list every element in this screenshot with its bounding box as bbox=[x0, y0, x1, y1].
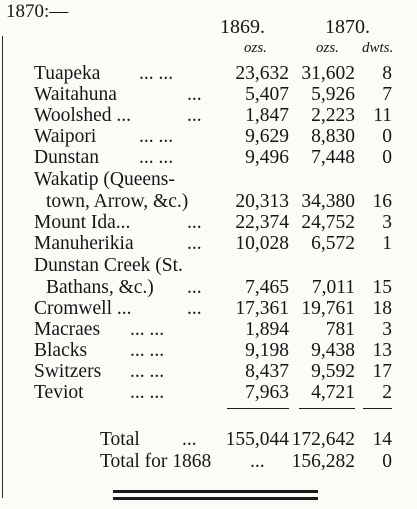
row-label: Cromwell ... bbox=[34, 298, 132, 319]
value-1870: 781 bbox=[325, 319, 355, 340]
year-1870-header: 1870. bbox=[325, 16, 370, 38]
value-1870: 7,448 bbox=[311, 147, 355, 168]
value-1870: 34,380 bbox=[301, 191, 355, 212]
value-1869: 23,632 bbox=[235, 63, 289, 84]
value-1870: 2,223 bbox=[311, 105, 355, 126]
sum-rule-1869 bbox=[227, 408, 289, 409]
row-leader: ... bbox=[187, 212, 202, 233]
total-1868-leader: ... bbox=[250, 451, 265, 472]
value-1870: 24,752 bbox=[301, 212, 355, 233]
row-label-continued: Bathans, &c.) bbox=[46, 277, 154, 298]
row-leader: ... ... bbox=[139, 147, 174, 168]
value-1869: 5,407 bbox=[245, 84, 289, 105]
row-leader: ... ... bbox=[130, 319, 165, 340]
value-1869: 1,894 bbox=[245, 319, 289, 340]
unit-ozs-1870: ozs. bbox=[316, 40, 339, 56]
unit-dwts: dwts. bbox=[362, 40, 394, 56]
value-dwts: 8 bbox=[382, 63, 392, 84]
value-dwts: 0 bbox=[382, 126, 392, 147]
row-leader: ... bbox=[187, 298, 202, 319]
row-leader: ... bbox=[187, 84, 202, 105]
value-1870: 4,721 bbox=[311, 382, 355, 403]
row-leader: ... ... bbox=[139, 63, 174, 84]
value-1870: 8,830 bbox=[311, 126, 355, 147]
row-label: Woolshed ... bbox=[34, 105, 132, 126]
value-dwts: 2 bbox=[382, 382, 392, 403]
total-leader: ... bbox=[182, 429, 197, 450]
intro-text: 1870:— bbox=[6, 1, 69, 22]
value-dwts: 3 bbox=[382, 212, 392, 233]
row-label: Waitahuna bbox=[34, 84, 117, 105]
value-dwts: 17 bbox=[372, 361, 392, 382]
row-leader: ... ... bbox=[130, 382, 165, 403]
value-1869: 9,198 bbox=[245, 340, 289, 361]
year-1869-header: 1869. bbox=[220, 16, 265, 38]
value-dwts: 7 bbox=[382, 84, 392, 105]
total-1868-label: Total for 1868 bbox=[100, 451, 212, 472]
row-label: Wakatip (Queens- bbox=[34, 169, 175, 190]
total-dwts: 14 bbox=[372, 429, 392, 450]
value-dwts: 1 bbox=[382, 233, 392, 254]
closing-rule-bottom bbox=[113, 497, 318, 500]
value-1870: 19,761 bbox=[301, 298, 355, 319]
value-1869: 9,629 bbox=[245, 126, 289, 147]
total-1869: 155,044 bbox=[225, 429, 289, 450]
row-label: Dunstan Creek (St. bbox=[34, 255, 183, 276]
value-1870: 5,926 bbox=[311, 84, 355, 105]
row-leader: ... ... bbox=[130, 340, 165, 361]
row-label: Macraes bbox=[34, 319, 101, 340]
value-1869: 20,313 bbox=[235, 191, 289, 212]
value-dwts: 13 bbox=[372, 340, 392, 361]
value-1870: 31,602 bbox=[301, 63, 355, 84]
row-leader: ... bbox=[187, 233, 202, 254]
value-dwts: 16 bbox=[372, 191, 392, 212]
total-1868-dwts: 0 bbox=[382, 451, 392, 472]
sum-rule-dwts bbox=[363, 408, 392, 409]
row-label: Tuapeka bbox=[34, 63, 101, 84]
value-1869: 1,847 bbox=[245, 105, 289, 126]
sum-rule-1870 bbox=[299, 408, 355, 409]
row-label: Switzers bbox=[34, 361, 102, 382]
value-1870: 9,438 bbox=[311, 340, 355, 361]
value-dwts: 0 bbox=[382, 147, 392, 168]
value-1869: 17,361 bbox=[235, 298, 289, 319]
value-dwts: 15 bbox=[372, 277, 392, 298]
row-leader: ... bbox=[187, 105, 202, 126]
total-1870: 172,642 bbox=[291, 429, 355, 450]
row-label: Dunstan bbox=[34, 147, 99, 168]
closing-rule-top bbox=[113, 490, 318, 493]
unit-ozs-1869: ozs. bbox=[244, 40, 267, 56]
value-1869: 22,374 bbox=[235, 212, 289, 233]
value-dwts: 3 bbox=[382, 319, 392, 340]
value-1869: 9,496 bbox=[245, 147, 289, 168]
row-label: Waipori bbox=[34, 126, 97, 147]
value-1869: 7,465 bbox=[245, 277, 289, 298]
value-1870: 7,011 bbox=[311, 277, 355, 298]
row-label: Teviot bbox=[34, 382, 84, 403]
row-label: Blacks bbox=[34, 340, 88, 361]
value-1870: 9,592 bbox=[311, 361, 355, 382]
value-1870: 6,572 bbox=[311, 233, 355, 254]
left-column-rule bbox=[2, 36, 3, 498]
total-1868-ozs: 156,282 bbox=[291, 451, 355, 472]
row-label-continued: town, Arrow, &c.) bbox=[46, 191, 189, 212]
value-1869: 8,437 bbox=[245, 361, 289, 382]
value-1869: 7,963 bbox=[245, 382, 289, 403]
row-label: Mount Ida... bbox=[34, 212, 131, 233]
row-leader: ... ... bbox=[130, 361, 165, 382]
value-dwts: 18 bbox=[372, 298, 392, 319]
value-1869: 10,028 bbox=[235, 233, 289, 254]
total-label: Total bbox=[100, 429, 140, 450]
value-dwts: 11 bbox=[373, 105, 392, 126]
row-leader: ... ... bbox=[139, 126, 174, 147]
row-label: Manuherikia bbox=[34, 233, 134, 254]
row-leader: ... bbox=[187, 277, 202, 298]
